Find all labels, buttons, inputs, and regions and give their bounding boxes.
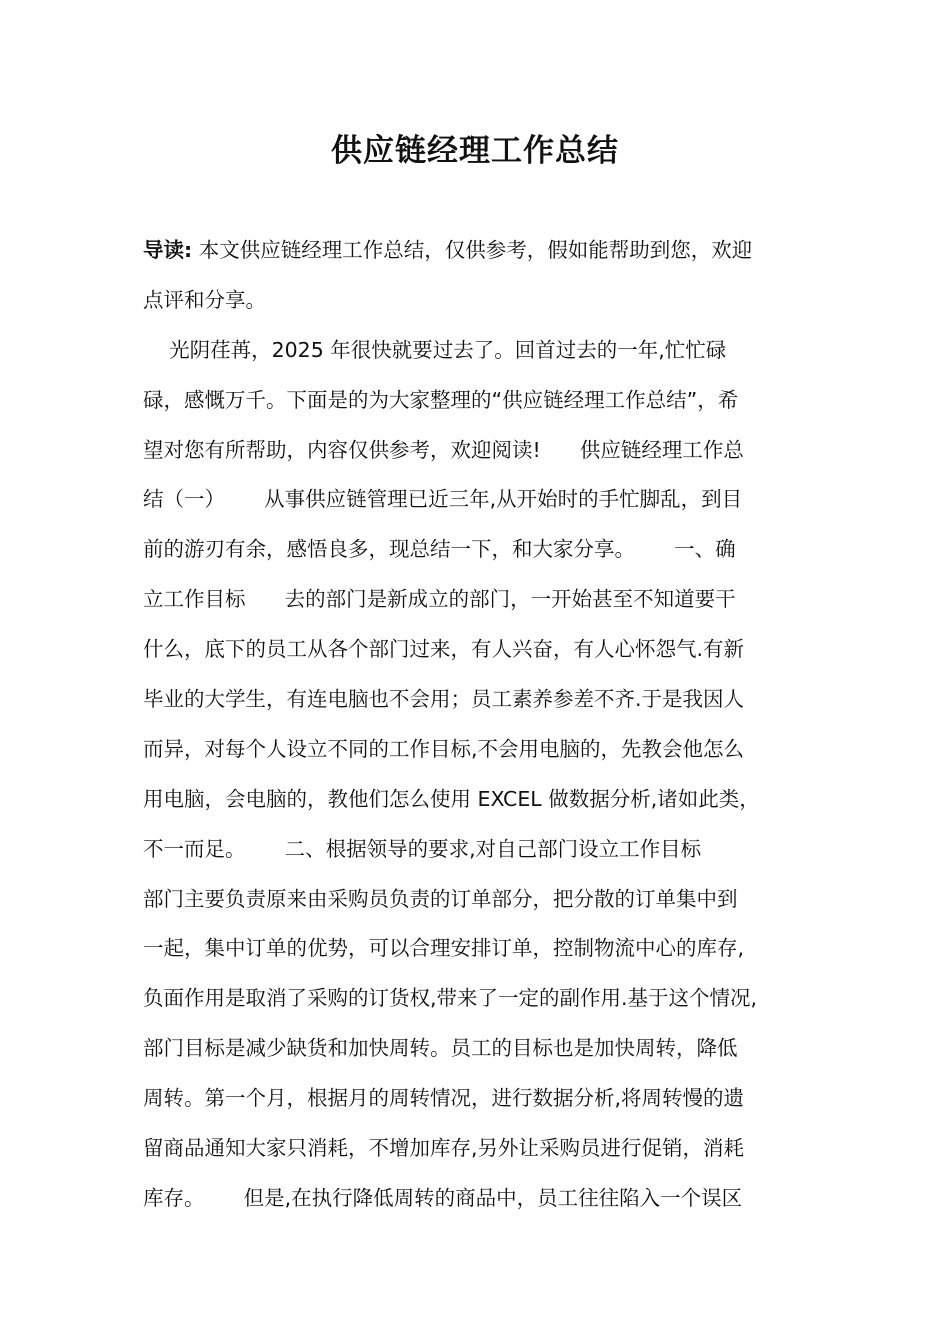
body-line-16: 负面作用是取消了采购的订货权,带来了一定的副作用.基于这个情况, (143, 986, 758, 1011)
body-line-4: 碌，感慨万千。下面是的为大家整理的“供应链经理工作总结”，希 (143, 387, 739, 412)
document-body (143, 226, 819, 1224)
body-line-8: 立工作目标 去的部门是新成立的部门，一开始甚至不知道要干 (143, 587, 736, 612)
intro-text: 本文供应链经理工作总结，仅供参考，假如能帮助到您，欢迎 (192, 238, 753, 262)
body-line-9: 什么，底下的员工从各个部门过来，有人兴奋，有人心怀怨气.有新 (143, 637, 745, 662)
body-line-13: 不一而足。 二、根据领导的要求,对自己部门设立工作目标 (143, 836, 702, 861)
intro-label: 导读: (143, 238, 193, 262)
body-line-18: 周转。第一个月，根据月的周转情况，进行数据分析,将周转慢的遗 (143, 1086, 745, 1111)
body-line-5: 望对您有所帮助，内容仅供参考，欢迎阅读! 供应链经理工作总 (143, 437, 744, 462)
body-line-17: 部门目标是减少缺货和加快周转。员工的目标也是加快周转，降低 (143, 1036, 738, 1061)
document-title: 供应链经理工作总结 (331, 133, 619, 169)
body-line-14: 部门主要负责原来由采购员负责的订单部分，把分散的订单集中到 (143, 886, 738, 911)
body-line-11: 而异，对每个人设立不同的工作目标,不会用电脑的，先教会他怎么 (143, 736, 745, 761)
body-line-7: 前的游刃有余，感悟良多，现总结一下，和大家分享。 一、确 (143, 537, 736, 562)
body-line-2: 点评和分享。 (143, 287, 266, 312)
body-line-15: 一起，集中订单的优势，可以合理安排订单，控制物流中心的库存, (143, 936, 745, 961)
body-line-10: 毕业的大学生，有连电脑也不会用；员工素养参差不齐.于是我因人 (143, 687, 745, 712)
body-line-3: 光阴荏苒，2025 年很快就要过去了。回首过去的一年,忙忙碌 (143, 337, 727, 362)
body-line-1 (143, 226, 819, 276)
body-line-20: 库存。 但是,在执行降低周转的商品中，员工往往陷入一个误区 (143, 1185, 743, 1210)
body-line-19: 留商品通知大家只消耗，不增加库存,另外让采购员进行促销，消耗 (143, 1136, 745, 1161)
body-line-6: 结（一） 从事供应链管理已近三年,从开始时的手忙脚乱，到目 (143, 487, 743, 512)
body-line-12: 用电脑，会电脑的，教他们怎么使用 EXCEL 做数据分析,诸如此类， (143, 786, 760, 811)
